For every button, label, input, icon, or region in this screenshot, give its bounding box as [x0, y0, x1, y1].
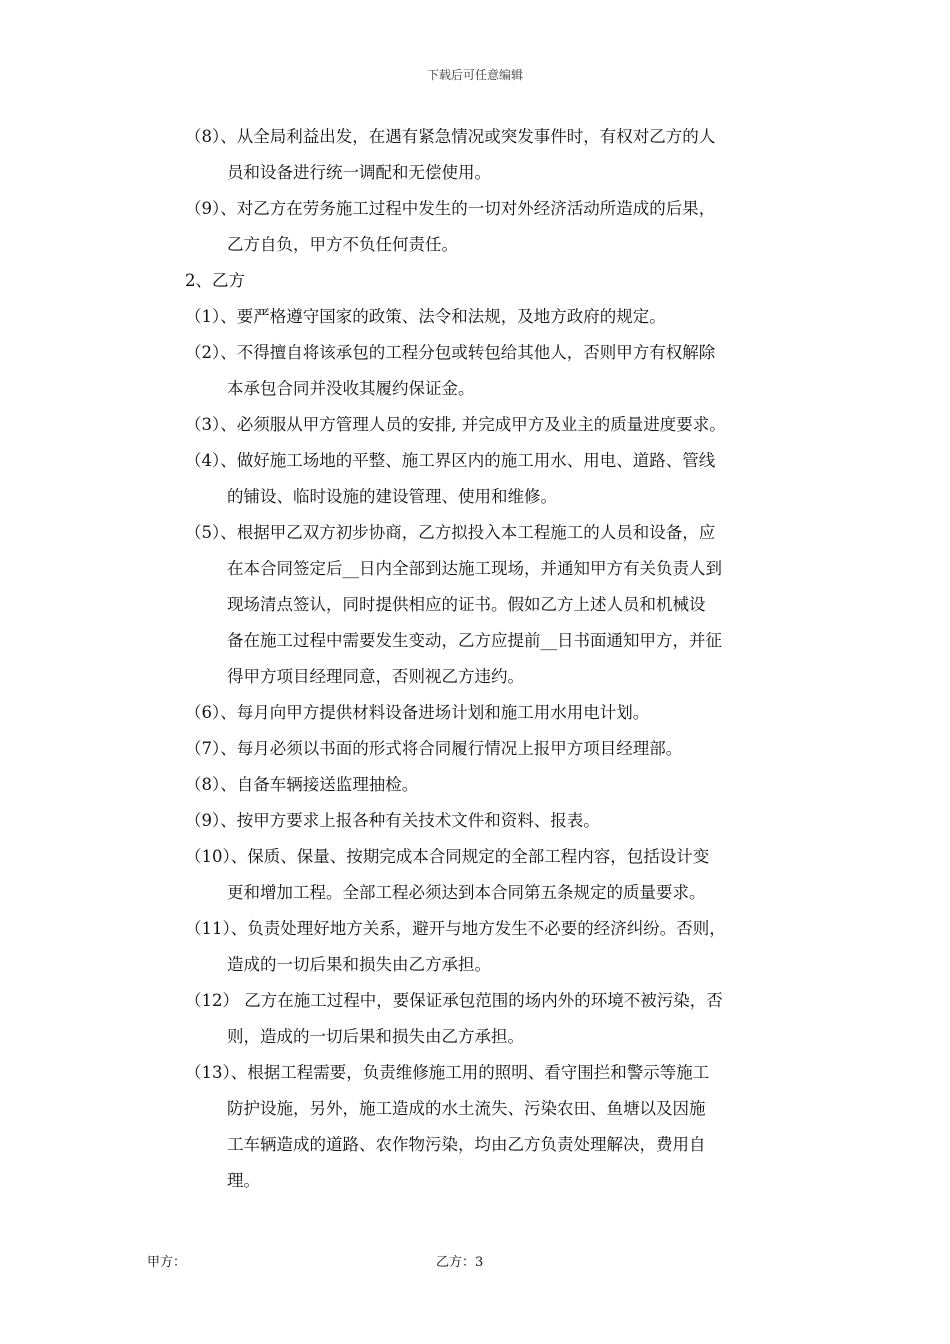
clause-continuation	[185, 155, 825, 191]
clause-first-line: （6）、每月向甲方提供材料设备进场计划和施工用水用电计划。	[185, 703, 650, 722]
document-body	[185, 119, 825, 1199]
clause-item	[185, 983, 825, 1055]
footer-party-a: 甲方：	[147, 1255, 187, 1270]
clause-item	[185, 407, 825, 443]
clause-item	[185, 695, 825, 731]
clause-continuation	[185, 947, 825, 983]
clause-continuation-line: 在本合同签定后__日内全部到达施工现场，并通知甲方有关负责人到	[227, 559, 722, 578]
clause-continuation	[185, 479, 825, 515]
clause-continuation-line: 理。	[227, 1171, 260, 1190]
clause-first-line: （7）、每月必须以书面的形式将合同履行情况上报甲方项目经理部。	[185, 739, 683, 758]
clause-item	[185, 299, 825, 335]
clause-item	[185, 119, 825, 191]
clause-first-line: （4）、做好施工场地的平整、施工界区内的施工用水、用电、道路、管线	[185, 451, 716, 470]
clause-continuation-line: 的铺设、临时设施的建设管理、使用和维修。	[227, 487, 557, 506]
clause-first-line: （8）、自备车辆接送监理抽检。	[185, 775, 419, 794]
clause-item	[185, 335, 825, 407]
clause-item	[185, 515, 825, 695]
clause-item	[185, 911, 825, 983]
clause-continuation-line: 工车辆造成的道路、农作物污染，均由乙方负责处理解决，费用自	[227, 1135, 706, 1154]
clause-first-line: （12） 乙方在施工过程中，要保证承包范围的场内外的环境不被污染，否	[185, 991, 723, 1010]
clause-first-line: （8）、从全局利益出发，在遇有紧急情况或突发事件时，有权对乙方的人	[185, 127, 716, 146]
jia-clause-list	[185, 119, 825, 263]
clause-item	[185, 839, 825, 911]
clause-first-line: （11）、负责处理好地方关系，避开与地方发生不必要的经济纠纷。否则，	[185, 919, 726, 938]
footer-party-b-page: 乙方：3	[436, 1255, 484, 1270]
clause-item	[185, 443, 825, 515]
clause-continuation-line: 造成的一切后果和损失由乙方承担。	[227, 955, 491, 974]
clause-first-line: （9）、按甲方要求上报各种有关技术文件和资料、报表。	[185, 811, 600, 830]
clause-continuation	[185, 1091, 825, 1199]
clause-continuation	[185, 371, 825, 407]
clause-continuation	[185, 227, 825, 263]
clause-continuation-line: 则，造成的一切后果和损失由乙方承担。	[227, 1027, 524, 1046]
clause-continuation-line: 更和增加工程。全部工程必须达到本合同第五条规定的质量要求。	[227, 883, 706, 902]
clause-first-line: （1）、要严格遵守国家的政策、法令和法规，及地方政府的规定。	[185, 307, 666, 326]
clause-first-line: （3）、必须服从甲方管理人员的安排, 并完成甲方及业主的质量进度要求。	[185, 415, 726, 434]
clause-continuation-line: 本承包合同并没收其履约保证金。	[227, 379, 475, 398]
clause-item	[185, 191, 825, 263]
clause-first-line: （13）、根据工程需要，负责维修施工用的照明、看守围拦和警示等施工	[185, 1063, 710, 1082]
clause-first-line: （5）、根据甲乙双方初步协商，乙方拟投入本工程施工的人员和设备，应	[185, 523, 716, 542]
clause-continuation-line: 乙方自负，甲方不负任何责任。	[227, 235, 458, 254]
clause-continuation-line: 得甲方项目经理同意，否则视乙方违约。	[227, 667, 524, 686]
clause-item	[185, 803, 825, 839]
yi-clause-list	[185, 299, 825, 1199]
clause-item	[185, 731, 825, 767]
clause-item	[185, 1055, 825, 1199]
section-heading-yi: 2、乙方	[185, 271, 245, 290]
clause-first-line: （2）、不得擅自将该承包的工程分包或转包给其他人，否则甲方有权解除	[185, 343, 716, 362]
clause-first-line: （10）、保质、保量、按期完成本合同规定的全部工程内容，包括设计变	[185, 847, 710, 866]
clause-continuation	[185, 551, 825, 695]
clause-first-line: （9）、对乙方在劳务施工过程中发生的一切对外经济活动所造成的后果，	[185, 199, 716, 218]
clause-continuation	[185, 875, 825, 911]
clause-item	[185, 767, 825, 803]
clause-continuation-line: 防护设施，另外，施工造成的水土流失、污染农田、鱼塘以及因施	[227, 1099, 706, 1118]
page-header: 下载后可任意编辑	[426, 68, 523, 82]
clause-continuation-line: 备在施工过程中需要发生变动，乙方应提前__日书面通知甲方，并征	[227, 631, 722, 650]
clause-continuation-line: 现场清点签认，同时提供相应的证书。假如乙方上述人员和机械设	[227, 595, 706, 614]
clause-continuation	[185, 1019, 825, 1055]
clause-continuation-line: 员和设备进行统一调配和无偿使用。	[227, 163, 491, 182]
